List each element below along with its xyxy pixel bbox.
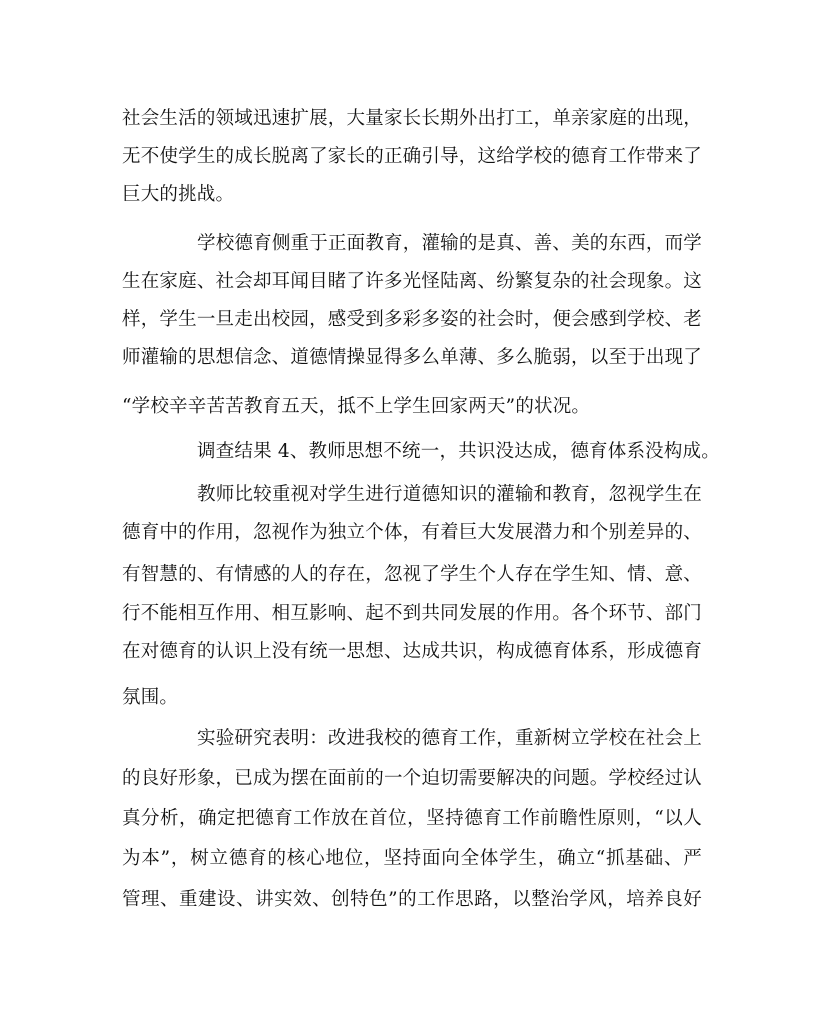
body-text-line: 真分析，确定把德育工作放在首位，坚持德育工作前瞻性原则，“以人 [122, 808, 702, 829]
body-text-line: 为本”，树立德育的核心地位，坚持面向全体学生，确立“抓基础、严 [122, 848, 702, 869]
body-text-line: 无不使学生的成长脱离了家长的正确引导，这给学校的德育工作带来了 [122, 146, 702, 167]
paragraph-first-line: 学校德育侧重于正面教育，灌输的是真、善、美的东西，而学 [197, 233, 702, 254]
body-text-line: 样，学生一旦走出校园，感受到多彩多姿的社会时，便会感到学校、老 [122, 309, 702, 330]
body-text-line: 行不能相互作用、相互影响、起不到共同发展的作用。各个环节、部门 [122, 603, 702, 624]
body-text-line: 生在家庭、社会却耳闻目睹了许多光怪陆离、纷繁复杂的社会现象。这 [122, 271, 702, 292]
section-heading-line: 调查结果 4、教师思想不统一，共识没达成，德育体系没构成。 [197, 441, 720, 462]
body-text-line: 氛围。 [122, 687, 179, 708]
body-text-line: 巨大的挑战。 [122, 184, 235, 205]
body-text-line: 的良好形象，已成为摆在面前的一个迫切需要解决的问题。学校经过认 [122, 768, 702, 789]
body-text-line: 师灌输的思想信念、道德情操显得多么单薄、多么脆弱，以至于出现了 [122, 347, 702, 368]
body-text-line: “学校辛辛苦苦教育五天，抵不上学生回家两天”的状况。 [122, 396, 591, 417]
paragraph-first-line: 实验研究表明：改进我校的德育工作，重新树立学校在社会上 [197, 728, 702, 749]
paragraph-first-line: 教师比较重视对学生进行道德知识的灌输和教育，忽视学生在 [197, 484, 702, 505]
body-text-line: 在对德育的认识上没有统一思想、达成共识，构成德育体系，形成德育 [122, 641, 702, 662]
body-text-line: 社会生活的领域迅速扩展，大量家长长期外出打工，单亲家庭的出现， [122, 108, 702, 129]
body-text-line: 德育中的作用，忽视作为独立个体，有着巨大发展潜力和个别差异的、 [122, 522, 702, 543]
body-text-line: 管理、重建设、讲实效、创特色”的工作思路，以整治学风，培养良好 [122, 889, 702, 910]
body-text-line: 有智慧的、有情感的人的存在，忽视了学生个人存在学生知、情、意、 [122, 564, 702, 585]
